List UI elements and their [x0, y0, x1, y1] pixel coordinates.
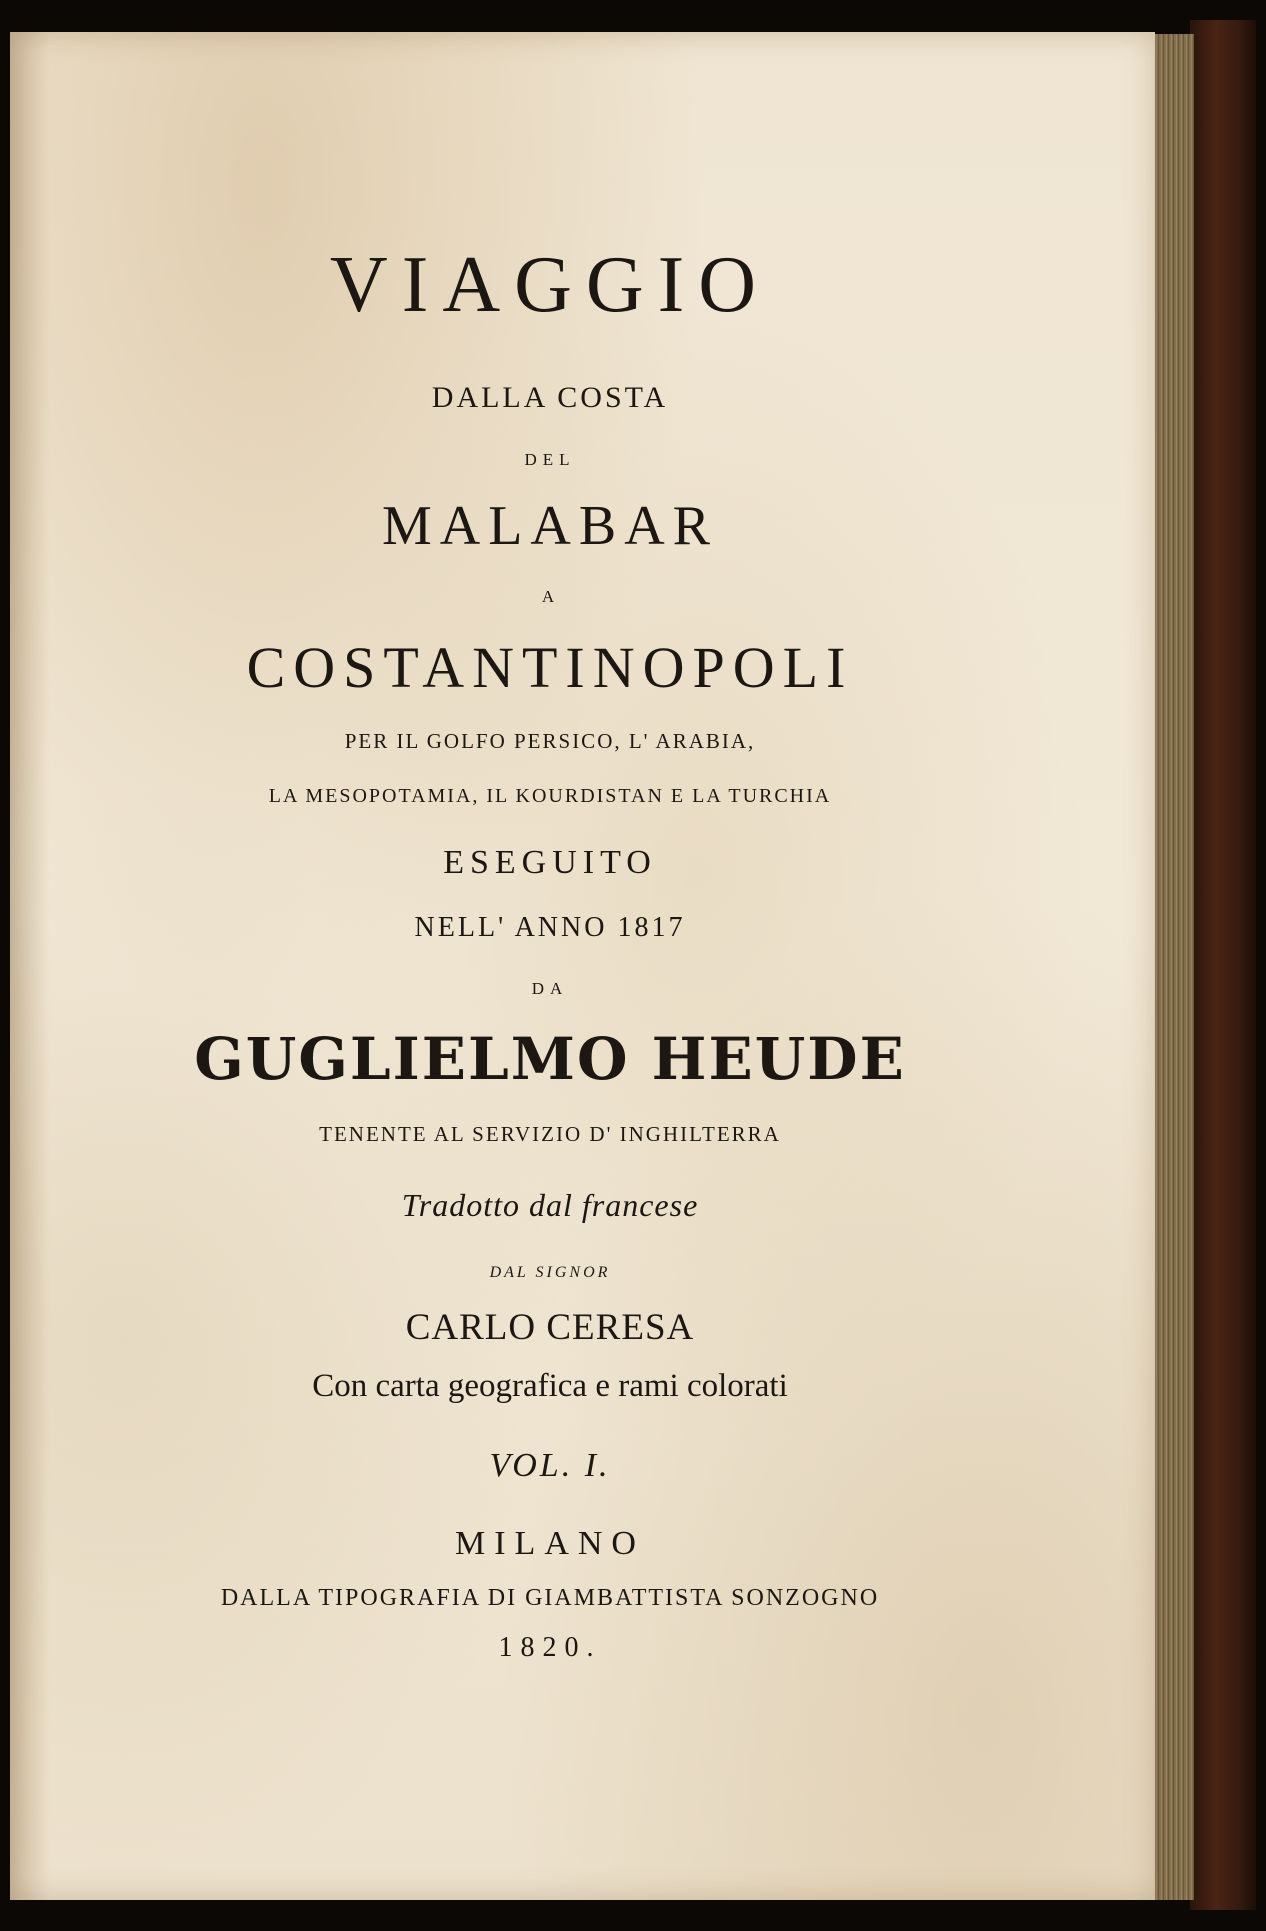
- translator-name: CARLO CERESA: [405, 1307, 695, 1348]
- subtitle-a: A: [541, 587, 559, 606]
- book-title: VIAGGIO: [329, 241, 771, 329]
- printer-name: DALLA TIPOGRAFIA DI GIAMBATTISTA SONZOGNO: [220, 1585, 880, 1611]
- subtitle-malabar: MALABAR: [381, 495, 719, 557]
- executed-label: ESEGUITO: [443, 844, 657, 881]
- subtitle-costantinopoli: COSTANTINOPOLI: [246, 635, 854, 700]
- author-title: TENENTE AL SERVIZIO D' INGHILTERRA: [319, 1122, 781, 1146]
- gutter-shadow: [10, 32, 50, 1900]
- translator-prefix: DAL SIGNOR: [489, 1264, 611, 1281]
- journey-year: NELL' ANNO 1817: [414, 912, 686, 943]
- page-edges: [1150, 34, 1194, 1900]
- title-page: [10, 32, 1155, 1900]
- route-line-1: PER IL GOLFO PERSICO, L' ARABIA,: [344, 729, 756, 753]
- volume-label: VOL. I.: [489, 1447, 611, 1484]
- translation-note: Tradotto dal francese: [401, 1187, 699, 1223]
- illustrations-note: Con carta geografica e rami colorati: [312, 1368, 788, 1404]
- publication-year: 1820.: [498, 1632, 602, 1663]
- book-cover-edge: [1190, 20, 1256, 1910]
- author-name: GUGLIELMO HEUDE: [194, 1025, 906, 1093]
- publication-city: MILANO: [455, 1525, 645, 1562]
- route-line-2: LA MESOPOTAMIA, IL KOURDISTAN E LA TURCHIA: [268, 785, 832, 807]
- by-label: DA: [531, 979, 569, 998]
- subtitle-dalla-costa: DALLA COSTA: [431, 381, 669, 414]
- subtitle-del: DEL: [524, 450, 576, 469]
